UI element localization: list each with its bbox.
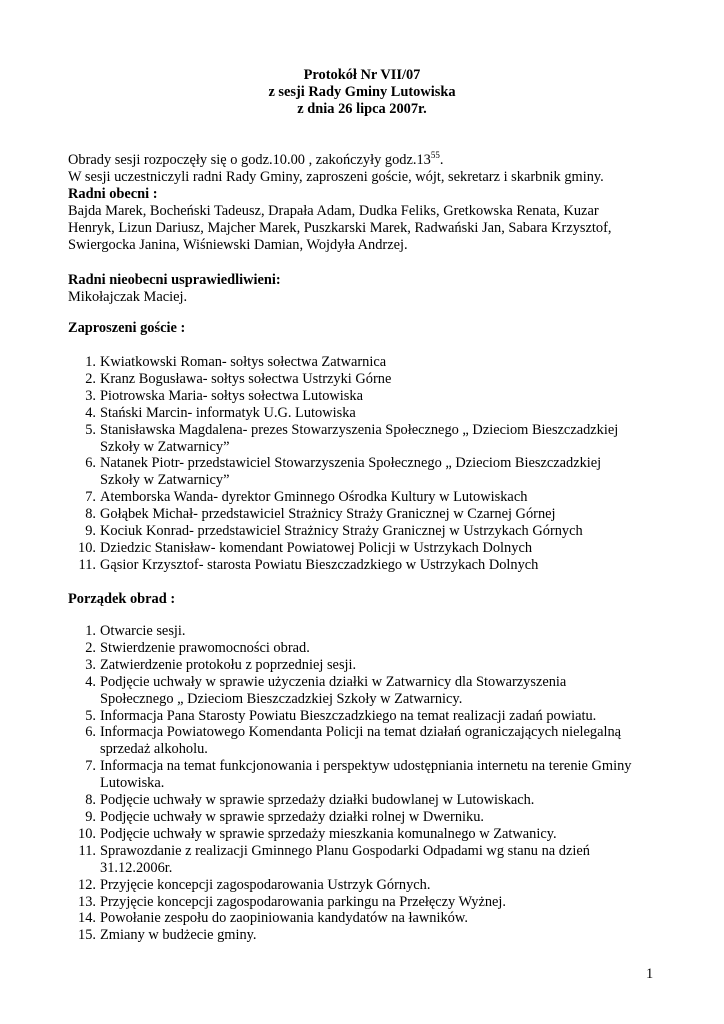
list-item-text: Stański Marcin- informatyk U.G. Lutowiska: [100, 404, 356, 421]
list-item: [68, 640, 668, 657]
list-item-text: Stwierdzenie prawomocności obrad.: [100, 639, 310, 656]
present-names-line-3: Swiergocka Janina, Wiśniewski Damian, Wojdyła Andrzej.: [68, 236, 408, 253]
list-item: [68, 843, 668, 877]
list-item: [68, 371, 668, 388]
list-item-text: Powołanie zespołu do zaopiniowania kandydatów na ławników.: [100, 910, 468, 927]
list-item-number: 6.: [85, 724, 96, 741]
list-item-text: Kranz Bogusława- sołtys sołectwa Ustrzyki Górne: [100, 370, 392, 387]
guests-section: [68, 354, 668, 574]
title-line-2: z sesji Rady Gminy Lutowiska: [268, 83, 456, 100]
list-item: [68, 657, 668, 674]
list-item-text: Gąsior Krzysztof- starosta Powiatu Bieszczadzkiego w Ustrzykach Dolnych: [100, 556, 539, 573]
list-item-text: Gołąbek Michał- przedstawiciel Strażnicy Straży Granicznej w Czarnej Górnej: [100, 506, 556, 523]
list-item-number: 1.: [85, 623, 96, 639]
list-item-text: Szkoły w Zatwarnicy”: [100, 438, 230, 455]
list-item: [68, 792, 668, 809]
list-item-text: Podjęcie uchwały w sprawie sprzedaży działki budowlanej w Lutowiskach.: [100, 792, 535, 809]
list-item-number: 11.: [78, 842, 96, 859]
intro-paragraph: [68, 152, 668, 253]
list-item-number: 2.: [85, 639, 96, 656]
absent-section: [68, 272, 668, 306]
list-item-text: Społecznego „ Dzieciom Bieszczadzkiej Szkoły w Zatwarnicy.: [100, 690, 463, 707]
list-item-text: Natanek Piotr- przedstawiciel Stowarzyszenia Społecznego „ Dzieciom Bieszczadzkiej: [100, 455, 602, 472]
list-item-text: Informacja Pana Starosty Powiatu Bieszczadzkiego na temat realizacji zadań powiatu.: [100, 707, 597, 724]
list-item-text: Informacja Powiatowego Komendanta Policji na temat działań ograniczających nielegalną: [100, 724, 622, 741]
list-item: [68, 388, 668, 405]
present-heading: Radni obecni :: [68, 185, 158, 202]
agenda-section: [68, 623, 668, 944]
list-item: [68, 724, 668, 758]
list-item-number: 4.: [85, 673, 96, 690]
session-time-line: Obrady sesji rozpoczęły się o godz.10.00 , zakończyły $godz.13^{55}$.: [68, 150, 444, 168]
list-item-number: 1.: [85, 354, 96, 370]
list-item-number: 10.: [78, 825, 96, 842]
absent-names: Mikołajczak Maciej.: [68, 288, 188, 305]
list-item-number: 7.: [85, 489, 96, 506]
list-item-text: sprzedaż alkoholu.: [100, 741, 208, 758]
title-line-1: Protokół Nr VII/07: [303, 67, 421, 83]
present-names-line-2: Henryk, Lizun Dariusz, Majcher Marek, Puszkarski Marek, Radwański Jan, Sabara Krzysztof,: [68, 219, 612, 236]
list-item: [68, 758, 668, 792]
list-item-number: 7.: [85, 758, 96, 775]
list-item: [68, 506, 668, 523]
list-item-text: Podjęcie uchwały w sprawie sprzedaży działki rolnej w Dwerniku.: [100, 808, 485, 825]
list-item-number: 2.: [85, 370, 96, 387]
list-item-text: Informacja na temat funkcjonowania i perspektyw udostępniania internetu na terenie Gminy: [100, 758, 632, 775]
list-item: [68, 523, 668, 540]
list-item-text: Podjęcie uchwały w sprawie sprzedaży mieszkania komunalnego w Zatwanicy.: [100, 825, 557, 842]
list-item-number: 15.: [78, 927, 96, 944]
list-item-text: Podjęcie uchwały w sprawie użyczenia działki w Zatwarnicy dla Stowarzyszenia: [100, 673, 567, 690]
list-item-text: Dziedzic Stanisław- komendant Powiatowej Policji w Ustrzykach Dolnych: [100, 539, 533, 556]
list-item-number: 9.: [85, 808, 96, 825]
list-item-number: 5.: [85, 707, 96, 724]
agenda-list: [68, 623, 668, 944]
list-item-text: Przyjęcie koncepcji zagospodarowania Ustrzyk Górnych.: [100, 876, 431, 893]
list-item-number: 14.: [78, 910, 96, 927]
list-item-text: Sprawozdanie z realizacji Gminnego Planu Gospodarki Odpadami wg stanu na dzień: [100, 842, 590, 859]
guests-heading-text: Zaproszeni goście :: [68, 320, 186, 336]
list-item: [68, 877, 668, 894]
list-item: [68, 674, 668, 708]
list-item-number: 8.: [85, 792, 96, 809]
end-minutes-superscript: 55: [430, 150, 440, 160]
present-names-line-1: Bajda Marek, Bocheński Tadeusz, Drapała Adam, Dudka Feliks, Gretkowska Renata, Kuzar: [68, 202, 599, 219]
title-line-3: z dnia 26 lipca 2007r.: [297, 100, 427, 117]
list-item-text: Piotrowska Maria- sołtys sołectwa Lutowiska: [100, 387, 363, 404]
list-item-number: 12.: [78, 876, 96, 893]
list-item: [68, 405, 668, 422]
list-item-text: Zatwierdzenie protokołu z poprzedniej sesji.: [100, 656, 357, 673]
list-item-number: 4.: [85, 404, 96, 421]
list-item-text: Szkoły w Zatwarnicy”: [100, 472, 230, 489]
list-item: [68, 455, 668, 489]
list-item-text: Atemborska Wanda- dyrektor Gminnego Ośrodka Kultury w Lutowiskach: [100, 489, 528, 506]
list-item: [68, 422, 668, 456]
list-item-text: Przyjęcie koncepcji zagospodarowania parkingu na Przełęczy Wyżnej.: [100, 893, 507, 910]
list-item-number: 6.: [85, 455, 96, 472]
agenda-heading: [68, 591, 668, 608]
list-item-text: 31.12.2006r.: [100, 859, 173, 876]
list-item: [68, 894, 668, 911]
list-item-text: Lutowiska.: [100, 775, 165, 792]
list-item-number: 8.: [85, 506, 96, 523]
list-item-number: 10.: [78, 539, 96, 556]
absent-heading: Radni nieobecni usprawiedliwieni:: [68, 272, 281, 288]
agenda-heading-text: Porządek obrad :: [68, 591, 176, 607]
list-item-number: 5.: [85, 421, 96, 438]
list-item-text: Kociuk Konrad- przedstawiciel Strażnicy Straży Granicznej w Ustrzykach Górnych: [100, 523, 583, 540]
list-item-number: 9.: [85, 523, 96, 540]
guests-heading: [68, 320, 668, 337]
list-item: [68, 809, 668, 826]
list-item: [68, 623, 668, 640]
protocol-title: [0, 67, 724, 118]
list-item: [68, 927, 668, 944]
list-item-text: Kwiatkowski Roman- sołtys sołectwa Zatwarnica: [100, 354, 387, 370]
guests-list: [68, 354, 668, 574]
list-item: [68, 354, 668, 371]
attendance-line: W sesji uczestniczyli radni Rady Gminy, zaproszeni goście, wójt, sekretarz i skarbnik gminy.: [68, 168, 604, 185]
list-item-text: Zmiany w budżecie gminy.: [100, 927, 257, 944]
list-item: [68, 826, 668, 843]
list-item-number: 13.: [78, 893, 96, 910]
list-item-number: 11.: [78, 556, 96, 573]
list-item: [68, 557, 668, 574]
list-item-number: 3.: [85, 387, 96, 404]
list-item-number: 3.: [85, 656, 96, 673]
page-number: 1: [646, 966, 654, 982]
list-item: [68, 708, 668, 725]
list-item-text: Stanisławska Magdalena- prezes Stowarzyszenia Społecznego „ Dzieciom Bieszczadzkiej: [100, 421, 619, 438]
list-item: [68, 540, 668, 557]
list-item-text: Otwarcie sesji.: [100, 623, 186, 639]
list-item: [68, 489, 668, 506]
list-item: [68, 910, 668, 927]
